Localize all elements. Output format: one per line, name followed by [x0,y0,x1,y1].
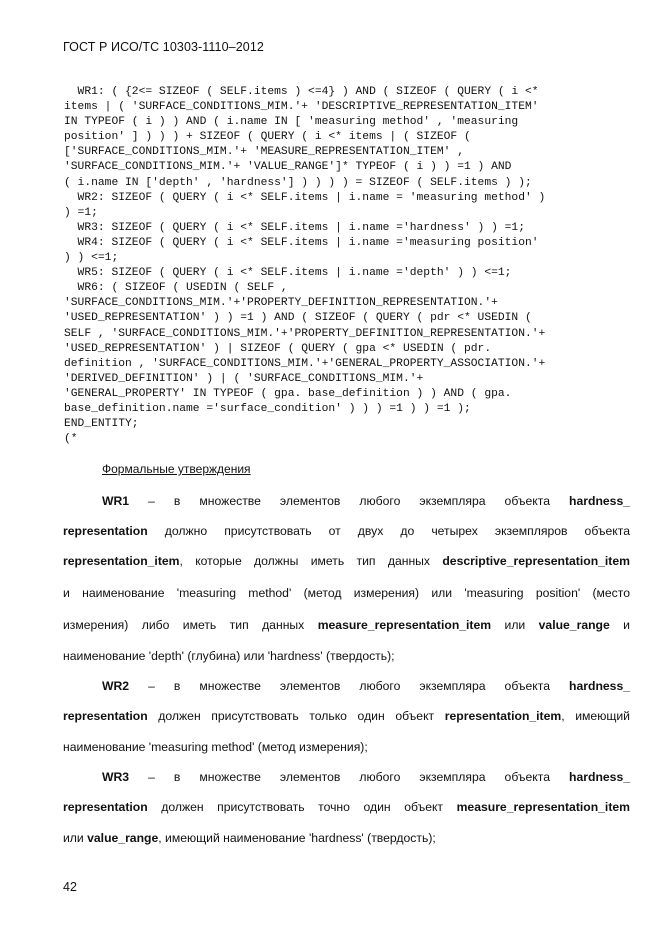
wr1-line-2: representation должно присутствовать от двух до четырех экземпляров объекта [63,524,630,538]
code-line: END_ENTITY; [64,418,139,431]
wr3-line-3: или value_range, имеющий наименование 'hardness' (твердость); [63,831,436,845]
code-line: SELF , 'SURFACE_CONDITIONS_MIM.'+'PROPERTY_DEFINITION_REPRESENTATION.'+ [64,327,546,340]
page-number: 42 [63,880,77,894]
rule-label: WR1 [102,494,130,508]
code-line: ['SURFACE_CONDITIONS_MIM.'+ 'MEASURE_REPRESENTATION_ITEM' , [64,146,464,159]
code-line: WR4: SIZEOF ( QUERY ( i <* SELF.items | i.name ='measuring position' [64,236,539,249]
code-line: IN TYPEOF ( i ) ) AND ( i.name IN [ 'measuring method' , 'measuring [64,116,519,129]
wr1-line-6: наименование 'depth' (глубина) или 'hardness' (твердость); [63,649,395,663]
code-line: WR6: ( SIZEOF ( USEDIN ( SELF , [64,282,288,295]
wr1-line-5: измерения) либо иметь тип данных measure_representation_item или value_range и [63,618,630,632]
code-line: (* [64,433,78,446]
wr2-line-2: representation должен присутствовать только один объект representation_item, имеющий [63,709,630,723]
code-line: WR5: SIZEOF ( QUERY ( i <* SELF.items | i.name ='depth' ) ) <=1; [64,267,512,280]
wr1-line-1: WR1 – в множестве элементов любого экземпляра объекта hardness_ [102,494,630,508]
wr2-line-3: наименование 'measuring method' (метод измерения); [63,740,368,754]
rule-label: WR2 [102,679,130,693]
wr1-line-3: representation_item, которые должны иметь тип данных descriptive_representation_item [63,554,630,568]
wr3-line-1: WR3 – в множестве элементов любого экземпляра объекта hardness_ [102,770,630,784]
code-line: 'SURFACE_CONDITIONS_MIM.'+ 'VALUE_RANGE']* TYPEOF ( i ) ) =1 ) AND [64,161,512,174]
code-line: definition , 'SURFACE_CONDITIONS_MIM.'+'GENERAL_PROPERTY_ASSOCIATION.'+ [64,357,546,370]
wr2-line-1: WR2 – в множестве элементов любого экземпляра объекта hardness_ [102,679,630,693]
code-line: 'USED_REPRESENTATION' ) | SIZEOF ( QUERY ( gpa <* USEDIN ( pdr. [64,342,492,355]
wr1-line-4: и наименование 'measuring method' (метод измерения) или 'measuring position' (место [63,586,630,600]
code-line: ( i.name IN ['depth' , 'hardness'] ) ) ) ) = SIZEOF ( SELF.items ) ); [64,176,532,189]
code-line: 'GENERAL_PROPERTY' IN TYPEOF ( gpa. base_definition ) ) AND ( gpa. [64,387,512,400]
rule-label: WR3 [102,770,130,784]
code-line: WR2: SIZEOF ( QUERY ( i <* SELF.items | i.name = 'measuring method' ) [64,191,546,204]
wr3-line-2: representation должен присутствовать точно один объект measure_representation_item [63,800,630,814]
code-line: items | ( 'SURFACE_CONDITIONS_MIM.'+ 'DESCRIPTIVE_REPRESENTATION_ITEM' [64,101,539,114]
code-line: ) =1; [64,206,98,219]
code-line: 'DERIVED_DEFINITION' ) | ( 'SURFACE_CONDITIONS_MIM.'+ [64,372,424,385]
section-title: Формальные утверждения [102,462,251,476]
express-code-block [64,85,639,447]
code-line: 'USED_REPRESENTATION' ) ) =1 ) AND ( SIZEOF ( QUERY ( pdr <* USEDIN ( [64,312,532,325]
document-header: ГОСТ Р ИСО/ТС 10303-1110–2012 [63,40,264,54]
code-line: position' ] ) ) ) + SIZEOF ( QUERY ( i <* items | ( SIZEOF ( [64,131,471,144]
code-line: base_definition.name ='surface_condition' ) ) ) =1 ) ) =1 ); [64,402,471,415]
code-line: WR3: SIZEOF ( QUERY ( i <* SELF.items | i.name ='hardness' ) ) =1; [64,221,525,234]
code-line: WR1: ( {2<= SIZEOF ( SELF.items ) <=4} ) AND ( SIZEOF ( QUERY ( i <* [64,86,539,98]
code-line: 'SURFACE_CONDITIONS_MIM.'+'PROPERTY_DEFINITION_REPRESENTATION.'+ [64,297,498,310]
code-line: ) ) <=1; [64,252,119,265]
